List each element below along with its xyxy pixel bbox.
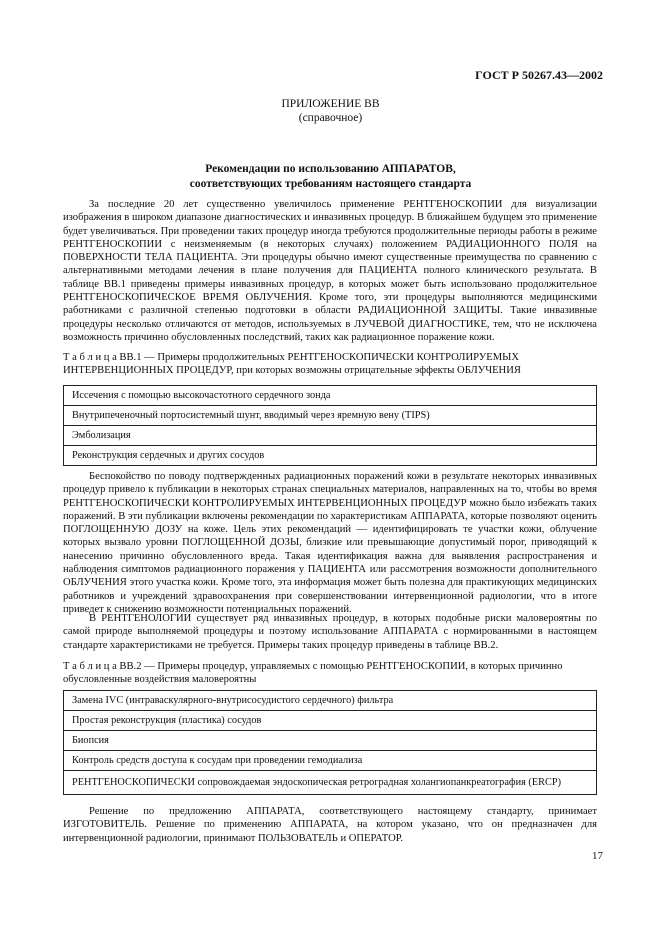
table-cell: Реконструкция сердечных и других сосудов bbox=[64, 446, 597, 466]
table1-caption bbox=[63, 351, 597, 378]
table1-caption-text: — Примеры продолжительных РЕНТГЕНОСКОПИЧЕСКИ КОНТРОЛИРУЕМЫХ ИНТЕРВЕНЦИОННЫХ ПРОЦЕДУР, при которых возможны отрицательные эффекты ОБЛУЧЕНИЯ bbox=[63, 352, 521, 377]
table-row bbox=[64, 426, 597, 446]
appendix-heading bbox=[0, 97, 661, 125]
table-cell: Иссечения с помощью высокочастотного сердечного зонда bbox=[64, 386, 597, 406]
table-cell: Эмболизация bbox=[64, 426, 597, 446]
table-cell: Биопсия bbox=[64, 731, 597, 751]
appendix-label: ПРИЛОЖЕНИЕ ВВ bbox=[281, 98, 380, 110]
table-cell: Внутрипеченочный портосистемный шунт, вводимый через яремную вену (TIPS) bbox=[64, 406, 597, 426]
appendix-sublabel: (справочное) bbox=[298, 112, 363, 124]
table-cell: РЕНТГЕНОСКОПИЧЕСКИ сопровождаемая эндоскопическая ретроградная холангиопанкреатография (ERCP) bbox=[64, 771, 597, 795]
table-row bbox=[64, 751, 597, 771]
table-bb1 bbox=[63, 385, 597, 466]
table-row bbox=[64, 731, 597, 751]
paragraph-4: Решение по предложению АППАРАТА, соответствующего настоящему стандарту, принимает ИЗГОТОВИТЕЛЬ. Решение по применению АППАРАТА, на котором указано, что он предназначен для интервенционной радиологии, принимают ПОЛЬЗОВАТЕЛЬ и ОПЕРАТОР. bbox=[63, 806, 597, 844]
table-row bbox=[64, 771, 597, 795]
table-row bbox=[64, 446, 597, 466]
page-number: 17 bbox=[592, 850, 603, 862]
title-line-2: соответствующих требованиям настоящего стандарта bbox=[189, 178, 472, 190]
table-cell: Замена IVC (интраваскулярного-внутрисосудистого сердечного) фильтра bbox=[64, 691, 597, 711]
table1-caption-label: Т а б л и ц а ВВ.1 bbox=[63, 352, 142, 363]
table2-caption-text: — Примеры процедур, управляемых с помощью РЕНТГЕНОСКОПИИ, в которых причинно обусловленные воздействия маловероятны bbox=[63, 661, 563, 686]
table-cell: Простая реконструкция (пластика) сосудов bbox=[64, 711, 597, 731]
paragraph-3: В РЕНТГЕНОЛОГИИ существует ряд инвазивных процедур, в которых подобные риски маловероятны по самой природе выполняемой процедуры и поэтому использование АППАРАТА с нормированными в настоящем стандарте характеристиками не требуется. Примеры таких процедур приведены в таблице ВВ.2. bbox=[63, 613, 597, 651]
table-row bbox=[64, 711, 597, 731]
table-cell: Контроль средств доступа к сосудам при проведении гемодиализа bbox=[64, 751, 597, 771]
table-row bbox=[64, 406, 597, 426]
table-row bbox=[64, 691, 597, 711]
table2-caption-label: Т а б л и ц а ВВ.2 bbox=[63, 661, 142, 672]
table2-caption bbox=[63, 660, 597, 687]
paragraph-2: Беспокойство по поводу подтвержденных радиационных поражений кожи в результате некоторых инвазивных процедур привело к публикации в некоторых странах специальных материалов, направленных на то, чтобы во время РЕНТГЕНОСКОПИЧЕСКИ КОНТРОЛИРУЕМЫХ ИНТЕРВЕНЦИОННЫХ ПРОЦЕДУР можно было избежать таких поражений. В эти публикации включены рекомендации по характеристикам АППАРАТА, которые позволяют оценить ПОГЛОЩЕННУЮ ДОЗУ на коже. Цель этих рекомендаций — идентифицировать те участки кожи, облучение которых вызвало уровни ПОГЛОЩЕННОЙ ДОЗЫ, близкие или превышающие допустимый порог, приводящий к нанесению причинно обусловленного вреда. Такая идентификация важна для выявления распространения и наблюдения симптомов радиационного поражения у ПАЦИЕНТА или рассмотрения возможности дополнительного ОБЛУЧЕНИЯ этого участка кожи. Кроме того, эта информация может быть полезна для практикующих медицинских работников и учреждений здравоохранения при совершенствовании интервенционной радиологии, что в итоге приведет к снижению возможности потенциальных поражений. bbox=[63, 471, 597, 615]
document-code: ГОСТ Р 50267.43—2002 bbox=[475, 68, 603, 82]
paragraph-1: За последние 20 лет существенно увеличилось применение РЕНТГЕНОСКОПИИ для визуализации изображения в широком диапазоне диагностических и инвазивных процедур. В ближайшем будущем это применение будет увеличиваться. При проведении таких процедур иногда требуются продолжительные периоды работы в режиме РЕНТГЕНОСКОПИИ с неизменяемым (в некоторых случаях) положением РАДИАЦИОННОГО ПОЛЯ на ПОВЕРХНОСТИ ТЕЛА ПАЦИЕНТА. Эти процедуры обычно имеют существенные преимущества по сравнению с альтернативными методами лечения в плане получения для ПАЦИЕНТА полного клинического результата. В таблице ВВ.1 приведены примеры инвазивных процедур, в которых может быть использовано продолжительное РЕНТГЕНОСКОПИЧЕСКОЕ ВРЕМЯ ОБЛУЧЕНИЯ. Кроме того, эти процедуры выполняются медицинскими работниками с различной степенью подготовки в области РАДИАЦИОННОЙ ЗАЩИТЫ. Такие инвазивные процедуры несколько отличаются от методов, используемых в ЛУЧЕВОЙ ДИАГНОСТИКЕ, тем, что не исключена возможность причинно обусловленных последствий, таких как радиационное поражение кожи. bbox=[63, 199, 597, 343]
section-title bbox=[0, 162, 661, 192]
table-bb2 bbox=[63, 690, 597, 795]
title-line-1: Рекомендации по использованию АППАРАТОВ, bbox=[205, 163, 456, 175]
table-row bbox=[64, 386, 597, 406]
